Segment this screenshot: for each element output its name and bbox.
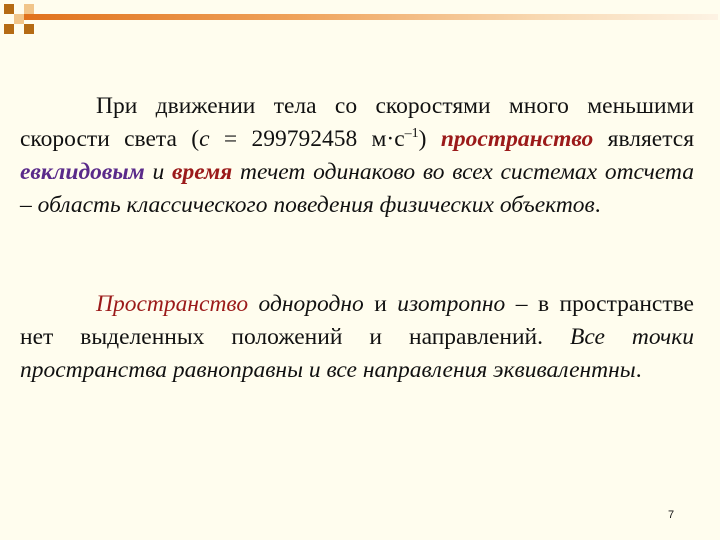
p1-text-3: ): [418, 126, 441, 152]
term-space: пространство: [440, 126, 594, 152]
title-gradient-bar: [14, 14, 718, 20]
paragraph-homogeneity: [20, 288, 694, 387]
p1-period: .: [594, 192, 601, 218]
p1-text-1: При движении тела со скоростями много меньшими скорости света (: [20, 93, 694, 152]
p1-text-4: является: [593, 126, 695, 152]
p1-text-2: = 299792458 м·с: [209, 126, 405, 152]
decor-square: [24, 24, 34, 34]
speed-of-light-symbol: c: [199, 126, 210, 152]
p2-text-1: – в пространстве нет выделенных положений и направлений.: [20, 291, 694, 350]
decor-square: [4, 4, 14, 14]
term-time: время: [171, 159, 233, 185]
p2-text-2: Все точки пространства равноправны и все направления эквивалентны: [20, 324, 694, 383]
decor-square: [14, 14, 24, 24]
page-number: 7: [668, 509, 675, 521]
p2-period: .: [635, 357, 642, 383]
paragraph-classical-mechanics: [20, 90, 694, 222]
decor-square: [24, 4, 34, 14]
term-euclidean: евклидовым: [20, 159, 145, 185]
decor-square: [4, 24, 14, 34]
p2-and: и: [363, 291, 398, 317]
term-homogeneous: однородно: [248, 291, 364, 317]
top-decoration: [0, 0, 720, 50]
term-isotropic: изотропно: [397, 291, 506, 317]
term-space-2: Пространство: [96, 291, 249, 317]
unit-exponent: –1: [404, 126, 419, 142]
p1-text-6: течет одинаково во всех системах отсчета – область классического поведения физических объектов: [20, 159, 694, 218]
p1-text-5: и: [144, 159, 172, 185]
